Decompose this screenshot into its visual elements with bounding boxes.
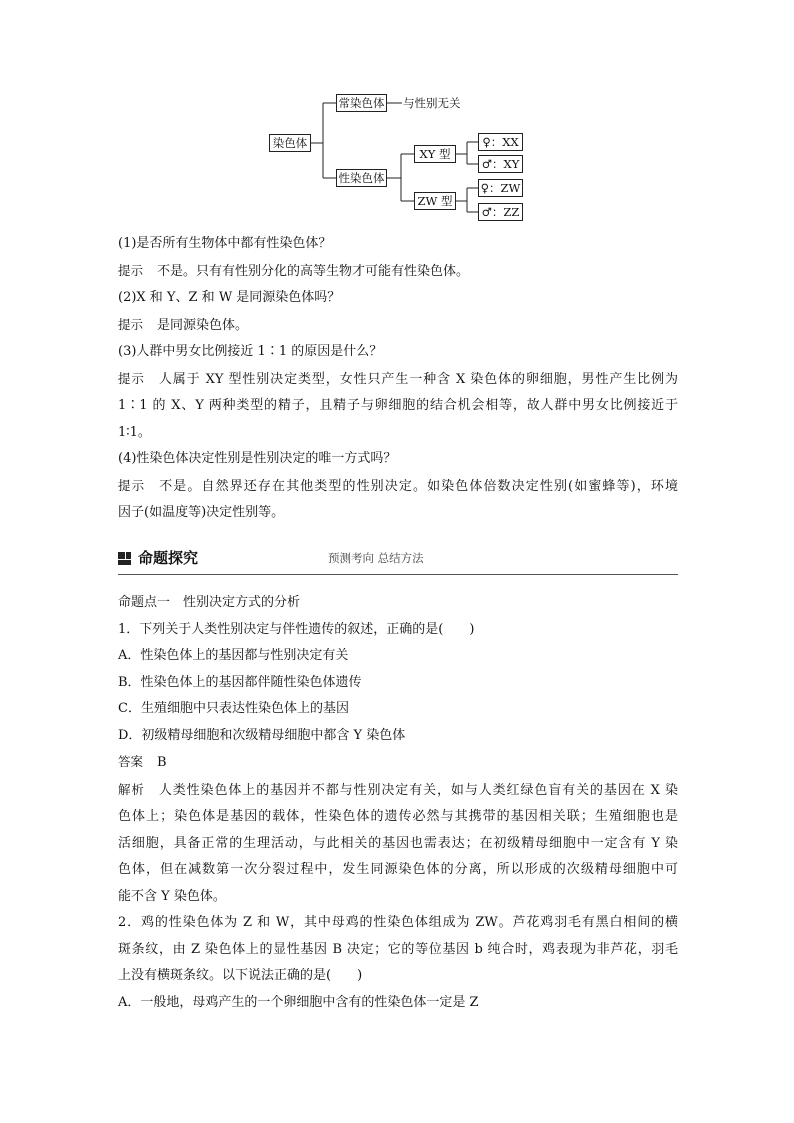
section-block-icon [118, 552, 131, 565]
analysis-text-1: 人类性染色体上的基因并不都与性别决定有关，如与人类红绿色盲有关的基因在 X 染 [158, 782, 678, 798]
problem-1-option-d: D．初级精母细胞和次级精母细胞中都含 Y 染色体 [118, 727, 406, 743]
problem-2-line-3: 上没有横斑条纹。以下说法正确的是( ) [118, 968, 363, 983]
question-1: (1)是否所有生物体中都有性染色体？ [118, 236, 332, 251]
hint-3-line-2: 1∶1 的 X、Y 两种类型的精子，且精子与卵细胞的结合机会相等，故人群中男女比例接近于 [118, 398, 678, 413]
root-label: 染色体 [272, 136, 308, 150]
hint-label: 提示 [118, 370, 145, 386]
hint-1 [118, 258, 678, 286]
answer-label: 答案 [118, 754, 144, 769]
sex-chromosome-box [336, 169, 387, 187]
hint-1-text: 不是。只有有性别分化的高等生物才可能有性染色体。 [157, 263, 470, 279]
section-header [118, 548, 678, 575]
problem-1-option-a: A．性染色体上的基因都与性别决定有关 [118, 648, 349, 663]
problem-2-line-1: 2．鸡的性染色体为 Z 和 W，其中母鸡的性染色体组成为 ZW。芦花鸡羽毛有黑白相间的横 [118, 915, 678, 930]
autosome-note: 与性别无关 [403, 96, 461, 110]
problem-1-option-c: C．生殖细胞中只表达性染色体上的基因 [118, 701, 349, 716]
zw-female-label: ♀：ZW [480, 181, 521, 195]
zw-female-box [478, 179, 523, 197]
zw-male-box [478, 203, 523, 221]
analysis-line-3: 活细胞，具备正常的生理活动，与此相关的基因也需表达；在初级精母细胞中一定含有 Y 染 [118, 835, 678, 851]
sex-chromosome-label: 性染色体 [338, 171, 385, 185]
hint-4-line-1 [118, 473, 678, 501]
answer-value: B [157, 755, 167, 770]
section-subtitle: 预测考向 总结方法 [328, 551, 424, 565]
xy-male-box [478, 155, 523, 173]
hint-label: 提示 [118, 477, 146, 493]
hint-3-text-1: 人属于 XY 型性别决定类型，女性只产生一种含 X 染色体的卵细胞，男性产生比例为 [158, 371, 678, 387]
problem-1-answer [118, 749, 678, 777]
hint-3-line-1 [118, 366, 678, 394]
point-title: 命题点一 性别决定方式的分析 [118, 595, 301, 610]
xy-type-label: XY 型 [419, 147, 451, 161]
zw-type-label: ZW 型 [417, 194, 453, 208]
analysis-line-4: 色体，但在减数第一次分裂过程中，发生同源染色体的分离，所以形成的次级精母细胞中可 [118, 862, 678, 877]
hint-2 [118, 312, 678, 340]
analysis-label: 解析 [118, 781, 145, 797]
problems-section [118, 590, 678, 1016]
question-3: (3)人群中男女比例接近 1∶1 的原因是什么？ [118, 344, 383, 359]
root-box [269, 134, 311, 152]
question-2: (2)X 和 Y、Z 和 W 是同源染色体吗？ [118, 290, 341, 305]
qa-section [118, 231, 678, 527]
section-title: 命题探究 [138, 549, 199, 567]
analysis-line-1 [118, 777, 678, 805]
autosome-label: 常染色体 [338, 96, 385, 110]
hint-4-text-1: 不是。自然界还存在其他类型的性别决定。如染色体倍数决定性别(如蜜蜂等)，环境 [159, 478, 678, 494]
hint-3-line-3: 1∶1。 [118, 424, 151, 440]
chromosome-diagram [0, 0, 794, 230]
zw-male-label: ♂：ZZ [481, 205, 520, 219]
problem-2-option-a: A．一般地，母鸡产生的一个卵细胞中含有的性染色体一定是 Z [118, 994, 479, 1010]
hint-2-text: 是同源染色体。 [157, 317, 249, 333]
hint-4-line-2: 因子(如温度等)决定性别等。 [118, 505, 285, 520]
hint-label: 提示 [118, 262, 144, 278]
autosome-box [336, 94, 387, 112]
question-4: (4)性染色体决定性别是性别决定的唯一方式吗？ [118, 451, 397, 466]
analysis-line-5: 能不含 Y 染色体。 [118, 888, 226, 904]
problem-1-option-b: B．性染色体上的基因都伴随性染色体遗传 [118, 674, 362, 690]
xy-male-label: ♂：XY [481, 157, 520, 171]
analysis-line-2: 色体上；染色体是基因的载体，性染色体的遗传必然与其携带的基因相关联；生殖细胞也是 [118, 809, 678, 824]
diagram-connectors [0, 0, 794, 230]
zw-type-box [414, 192, 456, 210]
xy-type-box [414, 145, 456, 163]
hint-label: 提示 [118, 316, 144, 332]
xy-female-label: ♀：XX [482, 135, 519, 149]
problem-2-line-2: 斑条纹，由 Z 染色体上的显性基因 B 决定；它的等位基因 b 纯合时，鸡表现为非芦花，羽毛 [118, 941, 678, 957]
problem-1-stem: 1．下列关于人类性别决定与伴性遗传的叙述，正确的是( ) [118, 621, 475, 637]
xy-female-box [478, 133, 523, 151]
